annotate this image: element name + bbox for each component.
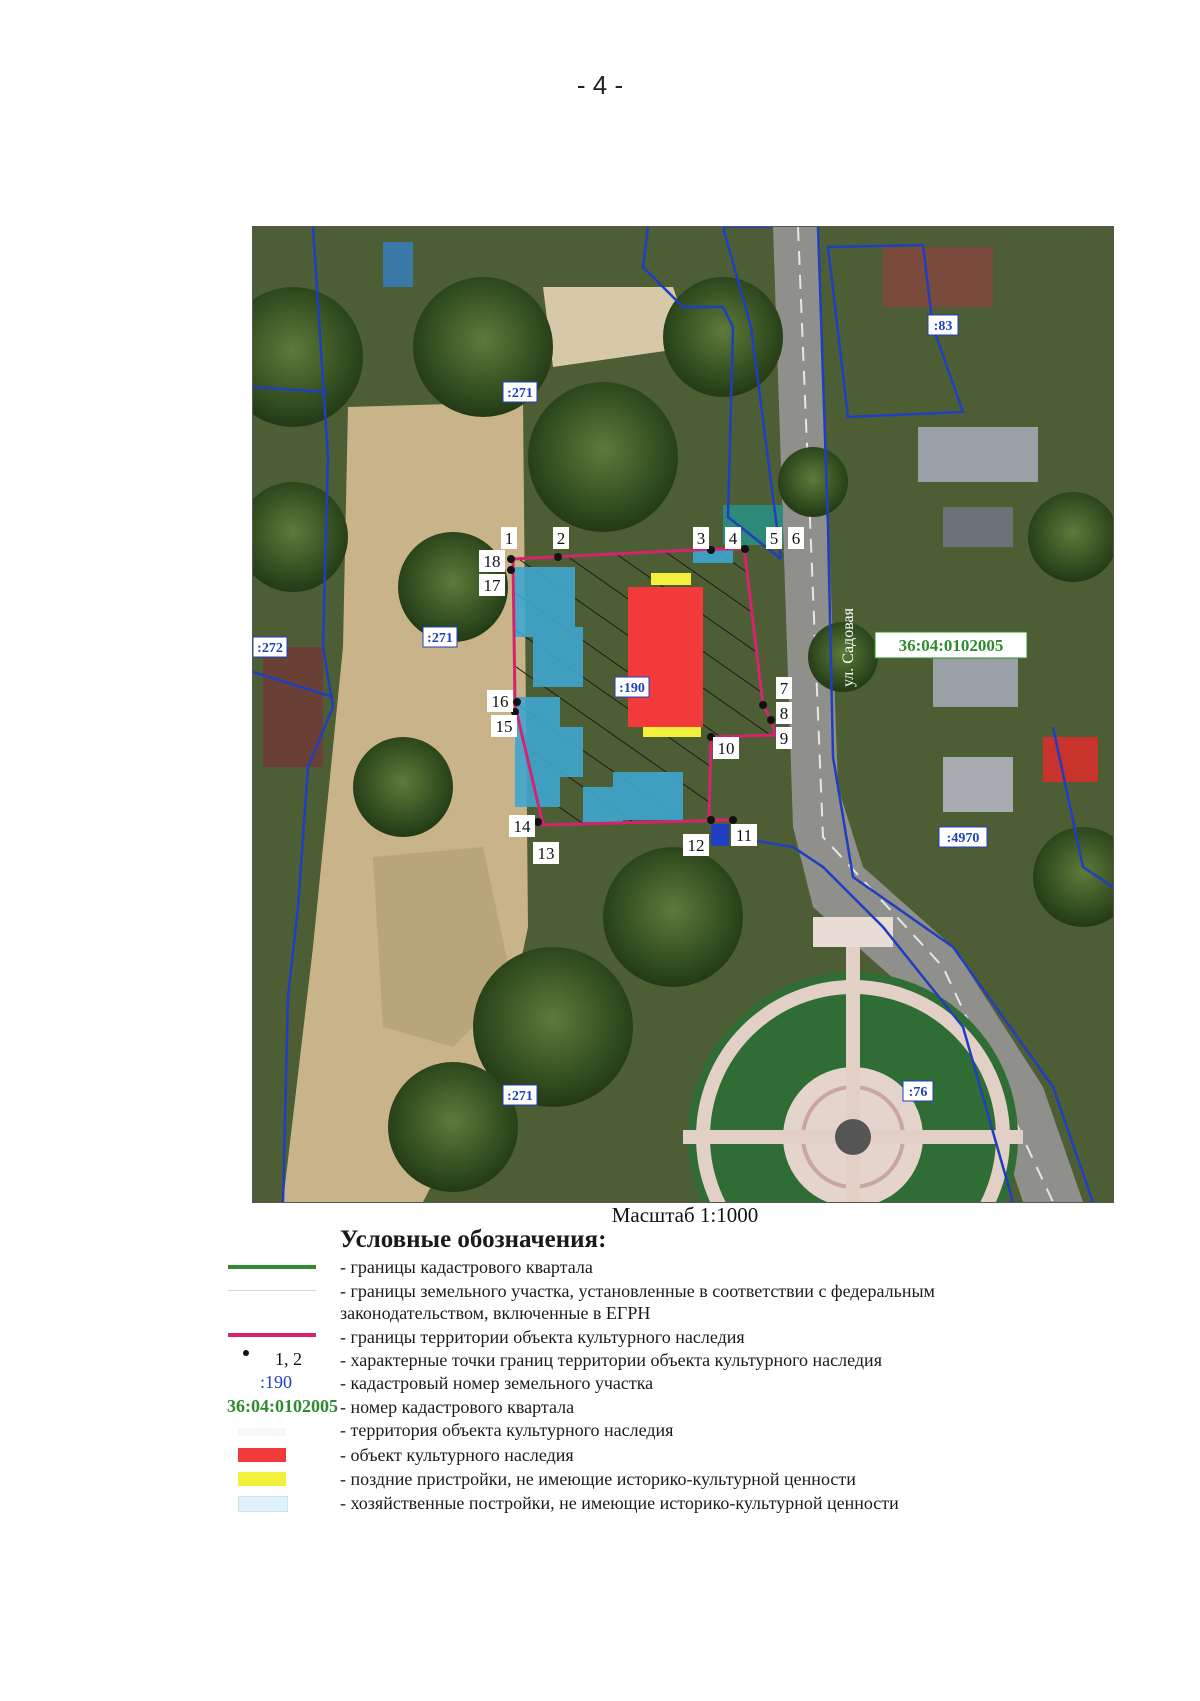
legend-cyan-fill	[238, 1496, 288, 1512]
legend-text: - кадастровый номер земельного участка	[340, 1373, 654, 1393]
legend-point-label: 1, 2	[275, 1349, 302, 1369]
legend-red-fill	[238, 1448, 286, 1462]
parcel-label: :4970	[946, 831, 980, 846]
house-roof	[943, 757, 1013, 812]
house-roof	[918, 427, 1038, 482]
legend-blue-line	[228, 1290, 316, 1291]
house-roof	[1043, 737, 1098, 782]
point-label: 9	[779, 729, 789, 748]
legend-magenta-line	[228, 1333, 316, 1337]
legend-green-line	[228, 1265, 316, 1269]
legend-text: - характерные точки границ территории объекта культурного наследия	[340, 1350, 882, 1370]
point-label: 6	[791, 529, 801, 548]
heritage-object	[628, 587, 703, 727]
point-label: 17	[483, 576, 501, 595]
legend-text: - границы земельного участка, установленные в соответствии с федеральным законодательством, включенные в ЕГРН	[340, 1281, 935, 1323]
late-addition	[643, 727, 701, 737]
parcel-label: :271	[507, 386, 533, 401]
parcel-corner-marker	[711, 824, 729, 846]
legend-text: - границы кадастрового квартала	[340, 1257, 593, 1277]
point-label: 11	[735, 826, 753, 845]
legend-text: - хозяйственные постройки, не имеющие историко-культурной ценности	[340, 1493, 899, 1513]
point-label: 12	[687, 836, 705, 855]
parcel-label: :271	[427, 631, 453, 646]
point-label: 3	[696, 529, 706, 548]
point-label: 10	[717, 739, 735, 758]
point-label: 8	[779, 704, 789, 723]
map-canvas	[253, 227, 1113, 1202]
street-label: ул. Садовая	[840, 608, 857, 687]
parcel-label: :272	[257, 641, 283, 656]
point-label: 2	[556, 529, 566, 548]
legend-point	[243, 1350, 249, 1356]
point-label: 7	[779, 679, 789, 698]
house-roof	[883, 247, 993, 307]
point-label: 14	[513, 817, 531, 836]
page-number: - 4 -	[576, 70, 624, 100]
point-label: 5	[769, 529, 779, 548]
legend-text: - территория объекта культурного наследия	[340, 1420, 674, 1440]
legend-quarter-number-label: 36:04:0102005	[227, 1396, 338, 1416]
parcel-label: :190	[619, 681, 645, 696]
legend-text: - номер кадастрового квартала	[340, 1397, 575, 1417]
point-label: 1	[504, 529, 514, 548]
legend-yellow-fill	[238, 1472, 286, 1486]
point-label: 16	[491, 692, 509, 711]
point-label: 15	[495, 717, 513, 736]
point-label: 4	[728, 529, 738, 548]
map-scale: Масштаб 1:1000	[611, 1203, 759, 1227]
late-addition	[651, 573, 691, 585]
point-label: 18	[483, 552, 501, 571]
legend-text: - поздние пристройки, не имеющие историко-культурной ценности	[340, 1469, 856, 1489]
parcel-label: :271	[507, 1089, 533, 1104]
legend-text: - объект культурного наследия	[340, 1445, 574, 1465]
house-roof	[383, 242, 413, 287]
point-label: 13	[537, 844, 555, 863]
quarter-label: 36:04:0102005	[898, 636, 1004, 655]
legend-parcel-number-label: :190	[259, 1372, 292, 1392]
house-roof	[263, 647, 323, 767]
house-roof	[943, 507, 1013, 547]
parcel-label: :76	[908, 1085, 928, 1100]
parcel-label: :83	[933, 319, 953, 334]
aerial-map	[252, 226, 1114, 1203]
legend-hatch	[238, 1428, 286, 1436]
legend-title: Условные обозначения:	[340, 1226, 607, 1253]
legend-text: - границы территории объекта культурного наследия	[340, 1327, 745, 1347]
